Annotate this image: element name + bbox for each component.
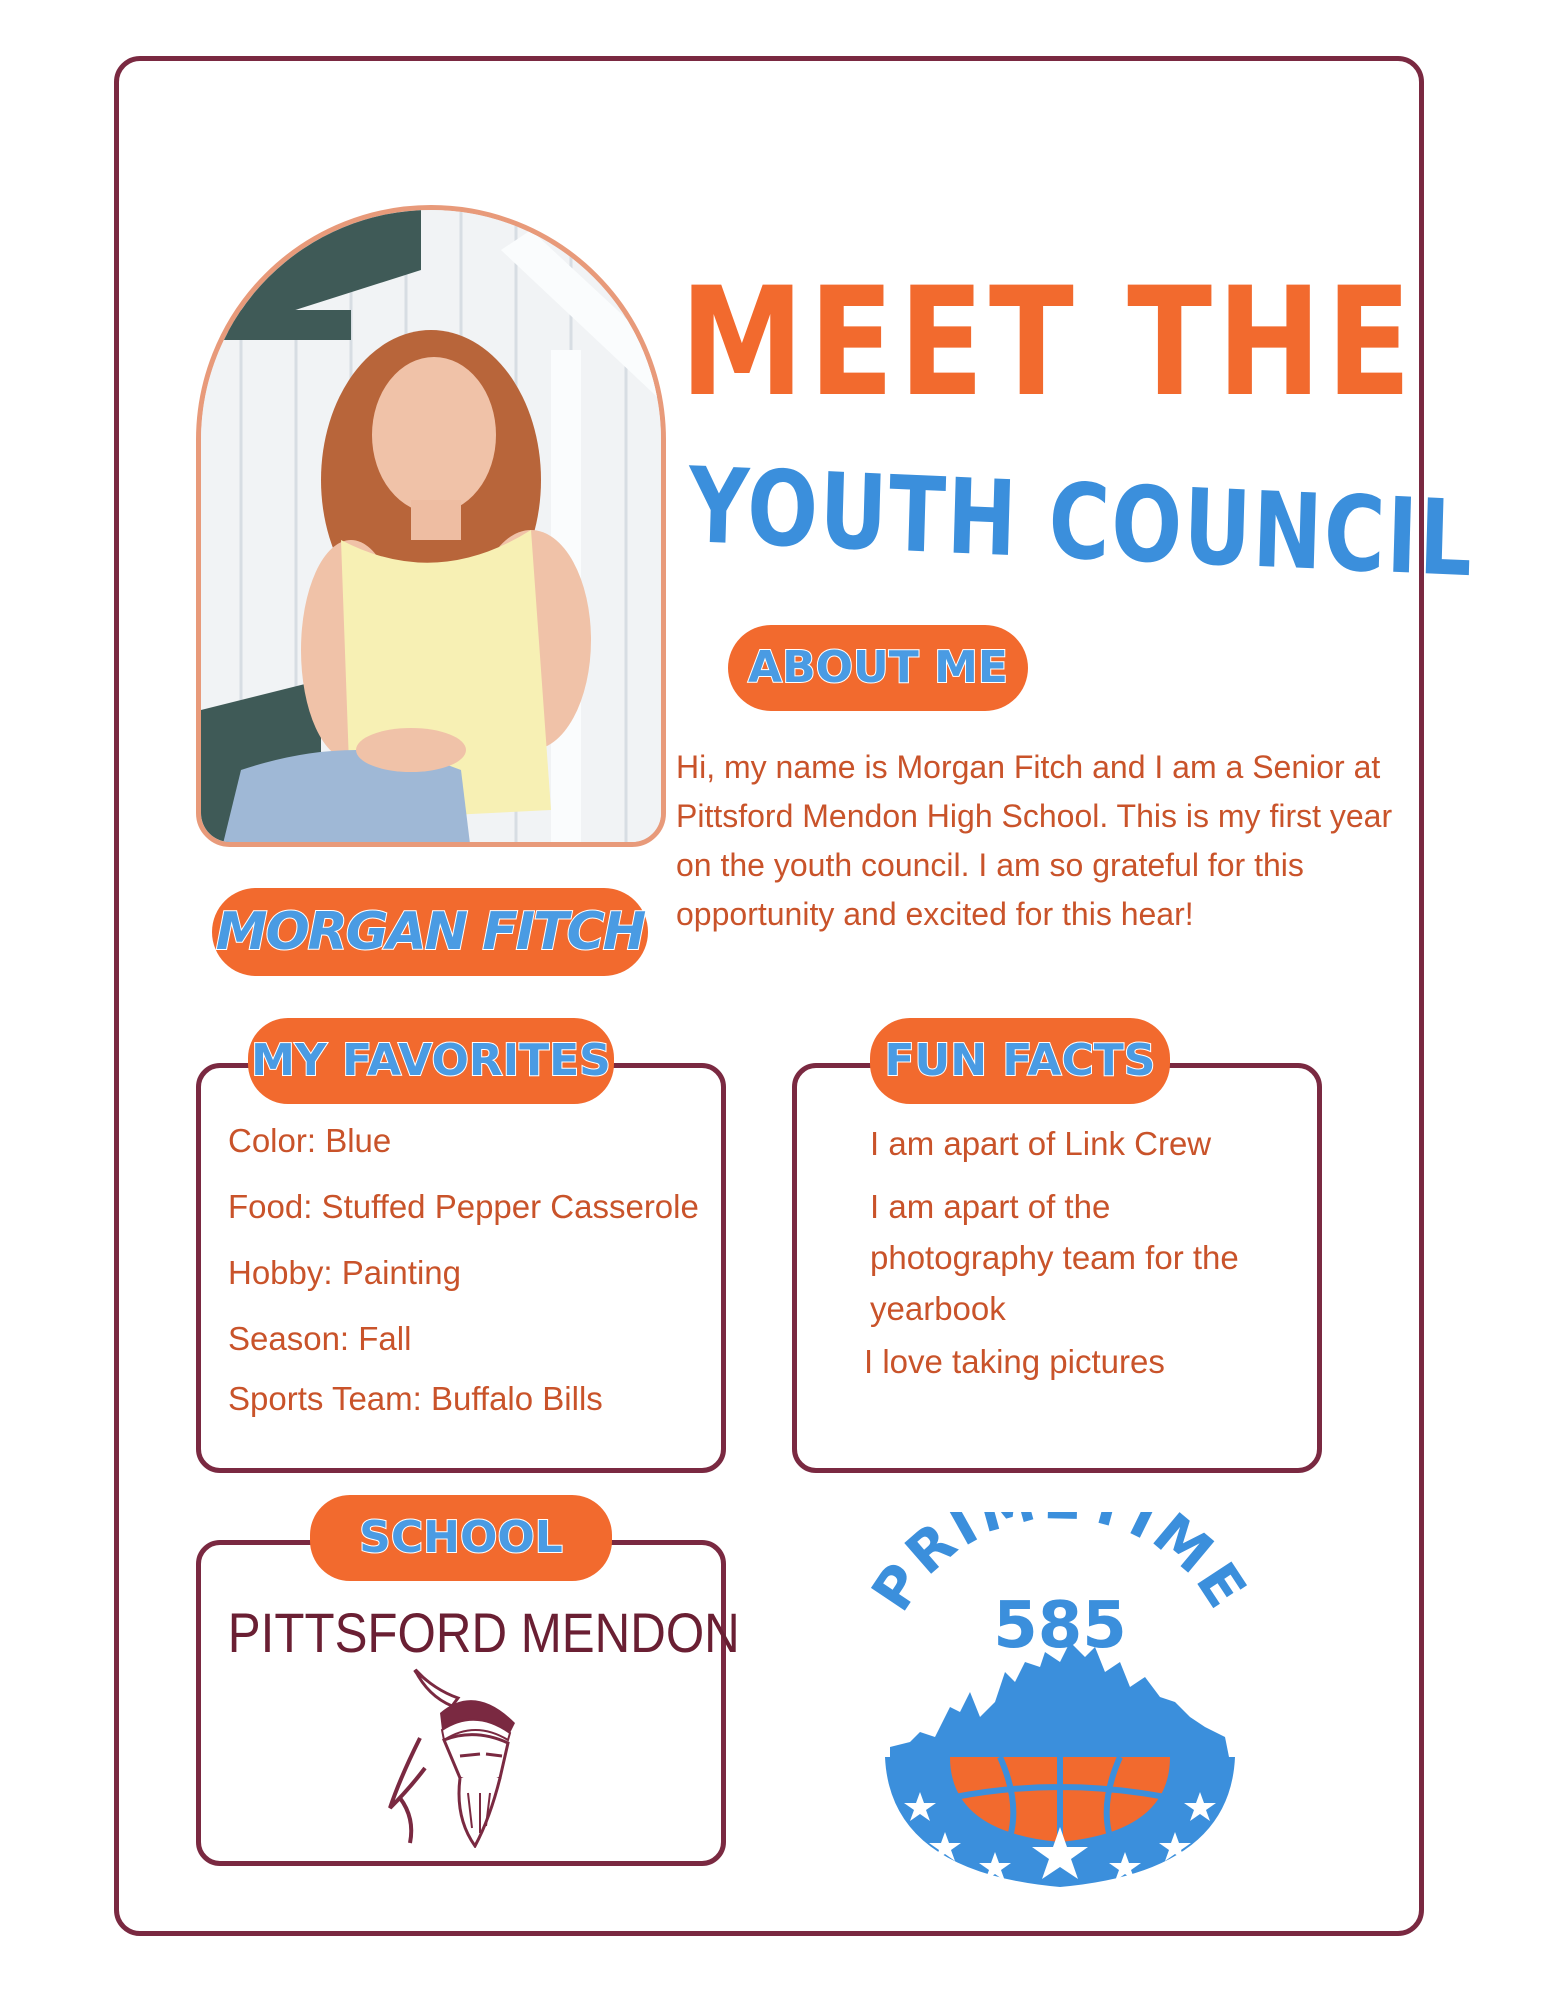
title-line-1: MEET THE bbox=[680, 256, 1417, 430]
favorites-list bbox=[228, 1114, 718, 1430]
list-item: Hobby: Painting bbox=[228, 1254, 461, 1291]
list-item: Color: Blue bbox=[228, 1122, 392, 1159]
school-name: PITTSFORD MENDON bbox=[227, 1601, 740, 1664]
fun-facts-list bbox=[864, 1118, 1290, 1399]
about-me-text: Hi, my name is Morgan Fitch and I am a Senior at Pittsford Mendon High School. This is my first year on the youth council. I am so grateful for this opportunity and excited for this hear! bbox=[676, 749, 1393, 932]
fun-facts-heading: FUN FACTS bbox=[870, 1018, 1170, 1104]
portrait-photo bbox=[196, 205, 666, 847]
title-line-2: YOUTH COUNCIL bbox=[686, 444, 1476, 601]
logo-number: 585 bbox=[993, 1589, 1127, 1663]
list-item: I love taking pictures bbox=[864, 1343, 1165, 1380]
favorites-heading: MY FAVORITES bbox=[248, 1018, 614, 1104]
list-item: Sports Team: Buffalo Bills bbox=[228, 1380, 603, 1417]
list-item: I am apart of Link Crew bbox=[870, 1125, 1212, 1162]
about-me-label: ABOUT ME bbox=[728, 625, 1028, 711]
viking-mascot-icon bbox=[380, 1668, 530, 1852]
primetime-585-logo bbox=[860, 1512, 1260, 1896]
logo-arc-text: PRI IME bbox=[860, 1512, 1260, 1623]
list-item: I am apart of the photography team for the yearbook bbox=[870, 1188, 1239, 1327]
list-item: Season: Fall bbox=[228, 1320, 412, 1357]
list-item: Food: Stuffed Pepper Casserole bbox=[228, 1188, 699, 1225]
name-label: MORGAN FITCH bbox=[212, 888, 648, 976]
school-heading: SCHOOL bbox=[310, 1495, 612, 1581]
